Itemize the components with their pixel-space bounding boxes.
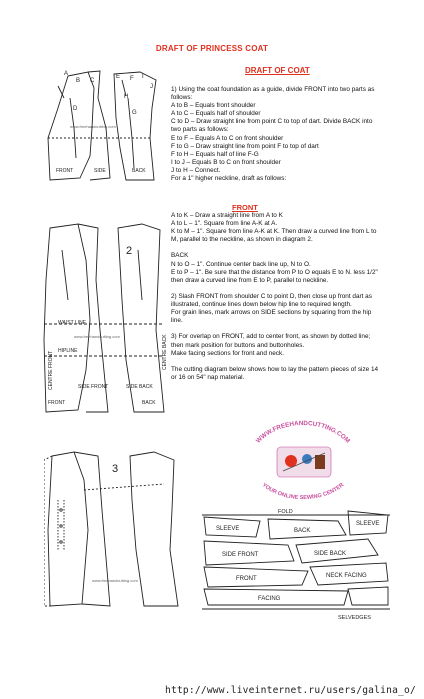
diagram-1-label-f: F xyxy=(130,76,134,82)
diagram-2-label-side-back: SIDE BACK xyxy=(126,384,153,390)
cutting-label-front: FRONT xyxy=(236,576,257,582)
cutting-diagram-drawing xyxy=(198,505,394,623)
instructions-section-2: A to K – Draw a straight line from A to K A to L – 1". Square from line A-K at A. K to M – 1". Square from line A-K at K. Then draw a curved line from L to M, parallel to the neckline, as shown in diagram 2. BACK N to O – 1". Continue center back line up, N to O. E to P – 1". Be sure that the distance from P to O equals E to N. less 1/2" then draw a curved line from E to P, parallel to neckline. 2) Slash FRONT from shoulder C to point D, then close up front dart as illustrated, continue lines down below hip line to required length. For grain lines, mark arrows on SIDE sections by squaring from the hip line. 3) For overlap on FRONT, add to center front, as shown by dotted line; then mark position for buttons and buttonholes. Make facing sections for front and neck. The cutting diagram below shows how to lay the pattern pieces of size 14 or 16 on 54" nap material. xyxy=(171,212,379,381)
diagram-1-watermark: www.freehandcutting.com xyxy=(70,124,116,129)
diagram-1-label-c: C xyxy=(90,78,95,84)
page-subtitle: DRAFT OF COAT xyxy=(245,66,310,75)
stamp-bottom-text: YOUR ONLINE SEWING CENTER xyxy=(260,482,346,502)
diagram-1-label-front: FRONT xyxy=(56,168,74,174)
diagram-3-number: 3 xyxy=(112,463,119,475)
diagram-2-label-side-front: SIDE FRONT xyxy=(78,384,109,390)
cutting-label-selvedges: SELVEDGES xyxy=(338,615,371,621)
sewing-items-icon xyxy=(277,447,331,477)
diagram-1-label-g: G xyxy=(132,110,137,116)
diagram-2-label-centre-back: CENTRE BACK xyxy=(162,334,168,370)
diagram-2-label-back: BACK xyxy=(142,400,156,406)
source-url[interactable]: http://www.liveinternet.ru/users/galina_o/ xyxy=(165,685,416,696)
diagram-1-drawing xyxy=(40,68,165,193)
diagram-1-label-h: H xyxy=(124,94,129,100)
cutting-label-fold: FOLD xyxy=(278,509,293,515)
diagram-2-drawing xyxy=(38,220,174,428)
diagram-1-label-i: I xyxy=(142,74,144,80)
diagram-1-label-a: A xyxy=(64,71,69,77)
diagram-3-drawing xyxy=(44,450,194,610)
diagram-1-label-d: D xyxy=(73,106,78,112)
diagram-2-label-hipline: HIPLINE xyxy=(58,348,78,354)
cutting-layout-diagram xyxy=(198,505,394,623)
cutting-label-facing: FACING xyxy=(258,596,281,602)
diagram-2-label-front: FRONT xyxy=(48,400,66,406)
cutting-label-back: BACK xyxy=(294,528,311,534)
diagram-1-label-b: B xyxy=(76,78,81,84)
sewing-center-stamp xyxy=(235,415,370,510)
diagram-2-watermark: www.freehandcutting.com xyxy=(74,334,120,339)
diagram-2-number: 2 xyxy=(126,245,133,257)
stamp-top-text: WWW.FREEHANDCUTTING.COM xyxy=(254,419,352,445)
pattern-diagram-2 xyxy=(38,220,174,428)
diagram-1-label-j: J xyxy=(150,84,153,90)
diagram-1-label-side: SIDE xyxy=(94,168,106,174)
diagram-2-label-centre-front: CENTRE FRONT xyxy=(48,350,54,390)
page-title: DRAFT OF PRINCESS COAT xyxy=(155,44,269,53)
pattern-diagram-1 xyxy=(40,68,165,193)
cutting-label-sleeve-1: SLEEVE xyxy=(216,526,240,532)
cutting-label-neck-facing: NECK FACING xyxy=(326,573,367,579)
diagram-2-label-waist-line: WAIST LINE xyxy=(58,320,87,326)
diagram-1-label-back: BACK xyxy=(132,168,146,174)
diagram-1-label-e: E xyxy=(116,74,121,80)
stamp-drawing xyxy=(235,415,370,510)
front-heading: FRONT xyxy=(232,203,258,212)
diagram-3-watermark: www.freehandcutting.com xyxy=(92,578,138,583)
cutting-label-sleeve-2: SLEEVE xyxy=(356,521,380,527)
instructions-section-1: 1) Using the coat foundation as a guide, divide FRONT into two parts as follows: A to B – Equals front shoulder A to C – Equals half of shoulder C to D – Draw straight line from point C to top of dart. Divide BACK into two parts as follows: E to F – Equals A to C on front shoulder F to G – Draw straight line from point F to top of dart F to H – Equals half of line F-G I to J – Equals B to C on front shoulder J to H – Connect. For a 1" higher neckline, draft as follows: xyxy=(171,86,375,183)
cutting-label-side-back: SIDE BACK xyxy=(314,551,347,557)
cutting-label-side-front: SIDE FRONT xyxy=(222,552,259,558)
pattern-diagram-3 xyxy=(44,450,194,610)
